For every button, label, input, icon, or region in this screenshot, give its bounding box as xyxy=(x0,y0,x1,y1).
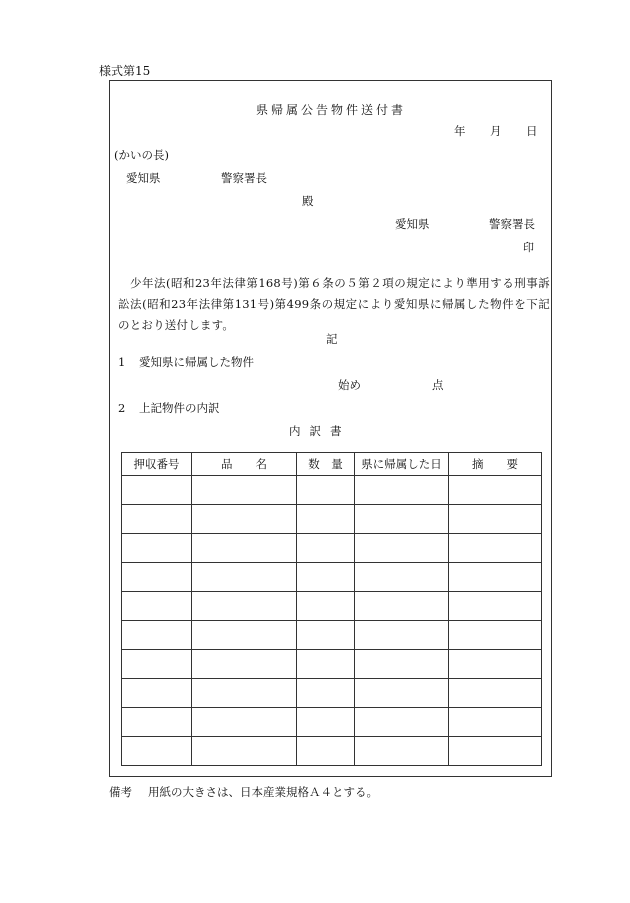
cell-item-name xyxy=(192,476,297,505)
cell-seizure-number xyxy=(122,621,192,650)
cell-remarks xyxy=(449,650,542,679)
cell-seizure-number xyxy=(122,476,192,505)
cell-seizure-number xyxy=(122,592,192,621)
table-title: 内訳書 xyxy=(289,424,351,438)
header-quantity: 数 量 xyxy=(297,453,355,476)
header-item-name: 品 名 xyxy=(192,453,297,476)
cell-quantity xyxy=(297,592,355,621)
cell-quantity xyxy=(297,650,355,679)
cell-quantity xyxy=(297,679,355,708)
cell-quantity xyxy=(297,563,355,592)
cell-item-name xyxy=(192,650,297,679)
document-title: 県帰属公告物件送付書 xyxy=(256,103,407,117)
seal-mark: 印 xyxy=(523,241,534,254)
sender-prefecture: 愛知県 xyxy=(395,217,430,231)
table-row xyxy=(122,708,542,737)
table-row xyxy=(122,505,542,534)
cell-reversion-date xyxy=(355,708,449,737)
cell-remarks xyxy=(449,592,542,621)
cell-reversion-date xyxy=(355,563,449,592)
cell-item-name xyxy=(192,592,297,621)
cell-remarks xyxy=(449,505,542,534)
table-row xyxy=(122,621,542,650)
cell-reversion-date xyxy=(355,737,449,766)
table-row xyxy=(122,650,542,679)
item-1-number: 1 xyxy=(118,355,126,369)
cell-reversion-date xyxy=(355,534,449,563)
cell-seizure-number xyxy=(122,708,192,737)
addressee-chief: 警察署長 xyxy=(221,171,267,185)
cell-quantity xyxy=(297,708,355,737)
item-count-unit: 点 xyxy=(432,378,444,392)
cell-reversion-date xyxy=(355,679,449,708)
table-body xyxy=(122,476,542,766)
cell-quantity xyxy=(297,476,355,505)
date-day-label: 日 xyxy=(526,124,538,138)
item-2-text: 上記物件の内訳 xyxy=(139,401,220,415)
cell-reversion-date xyxy=(355,476,449,505)
inventory-table xyxy=(121,452,542,766)
table-row xyxy=(122,534,542,563)
table-row xyxy=(122,563,542,592)
cell-item-name xyxy=(192,737,297,766)
cell-reversion-date xyxy=(355,592,449,621)
cell-quantity xyxy=(297,534,355,563)
addressee-honorific: 殿 xyxy=(302,194,314,208)
date-year-label: 年 xyxy=(454,124,466,138)
table-row xyxy=(122,679,542,708)
cell-item-name xyxy=(192,679,297,708)
addressee-prefecture: 愛知県 xyxy=(126,171,161,185)
cell-remarks xyxy=(449,563,542,592)
item-2-number: 2 xyxy=(118,401,126,415)
cell-seizure-number xyxy=(122,737,192,766)
cell-quantity xyxy=(297,621,355,650)
cell-item-name xyxy=(192,505,297,534)
cell-remarks xyxy=(449,737,542,766)
cell-remarks xyxy=(449,534,542,563)
item-1-text: 愛知県に帰属した物件 xyxy=(139,355,254,369)
cell-remarks xyxy=(449,476,542,505)
cell-quantity xyxy=(297,737,355,766)
sender-chief: 警察署長 xyxy=(489,217,535,231)
cell-item-name xyxy=(192,621,297,650)
cell-seizure-number xyxy=(122,563,192,592)
cell-seizure-number xyxy=(122,505,192,534)
header-remarks: 摘 要 xyxy=(449,453,542,476)
cell-remarks xyxy=(449,708,542,737)
cell-seizure-number xyxy=(122,679,192,708)
cell-remarks xyxy=(449,679,542,708)
cell-reversion-date xyxy=(355,650,449,679)
ki-heading: 記 xyxy=(326,332,338,346)
addressee-note: (かいの長) xyxy=(114,148,169,162)
cell-item-name xyxy=(192,534,297,563)
cell-remarks xyxy=(449,621,542,650)
cell-seizure-number xyxy=(122,534,192,563)
remark-text: 用紙の大きさは、日本産業規格Ａ４とする。 xyxy=(148,785,378,799)
cell-item-name xyxy=(192,563,297,592)
table-header-row xyxy=(122,453,542,476)
header-reversion-date: 県に帰属した日 xyxy=(355,453,449,476)
cell-quantity xyxy=(297,505,355,534)
table-row xyxy=(122,737,542,766)
body-paragraph: 少年法(昭和23年法律第168号)第６条の５第２項の規定により準用する刑事訴訟法(昭和23年法律第131号)第499条の規定により愛知県に帰属した物件を下記のとおり送付します。 xyxy=(118,276,550,332)
table-row xyxy=(122,592,542,621)
header-seizure-number: 押収番号 xyxy=(122,453,192,476)
cell-reversion-date xyxy=(355,505,449,534)
form-number: 様式第15 xyxy=(99,64,151,78)
cell-seizure-number xyxy=(122,650,192,679)
cell-item-name xyxy=(192,708,297,737)
cell-reversion-date xyxy=(355,621,449,650)
date-month-label: 月 xyxy=(490,124,502,138)
item-count-start: 始め xyxy=(338,378,361,392)
table-row xyxy=(122,476,542,505)
remark-label: 備考 xyxy=(109,785,132,799)
